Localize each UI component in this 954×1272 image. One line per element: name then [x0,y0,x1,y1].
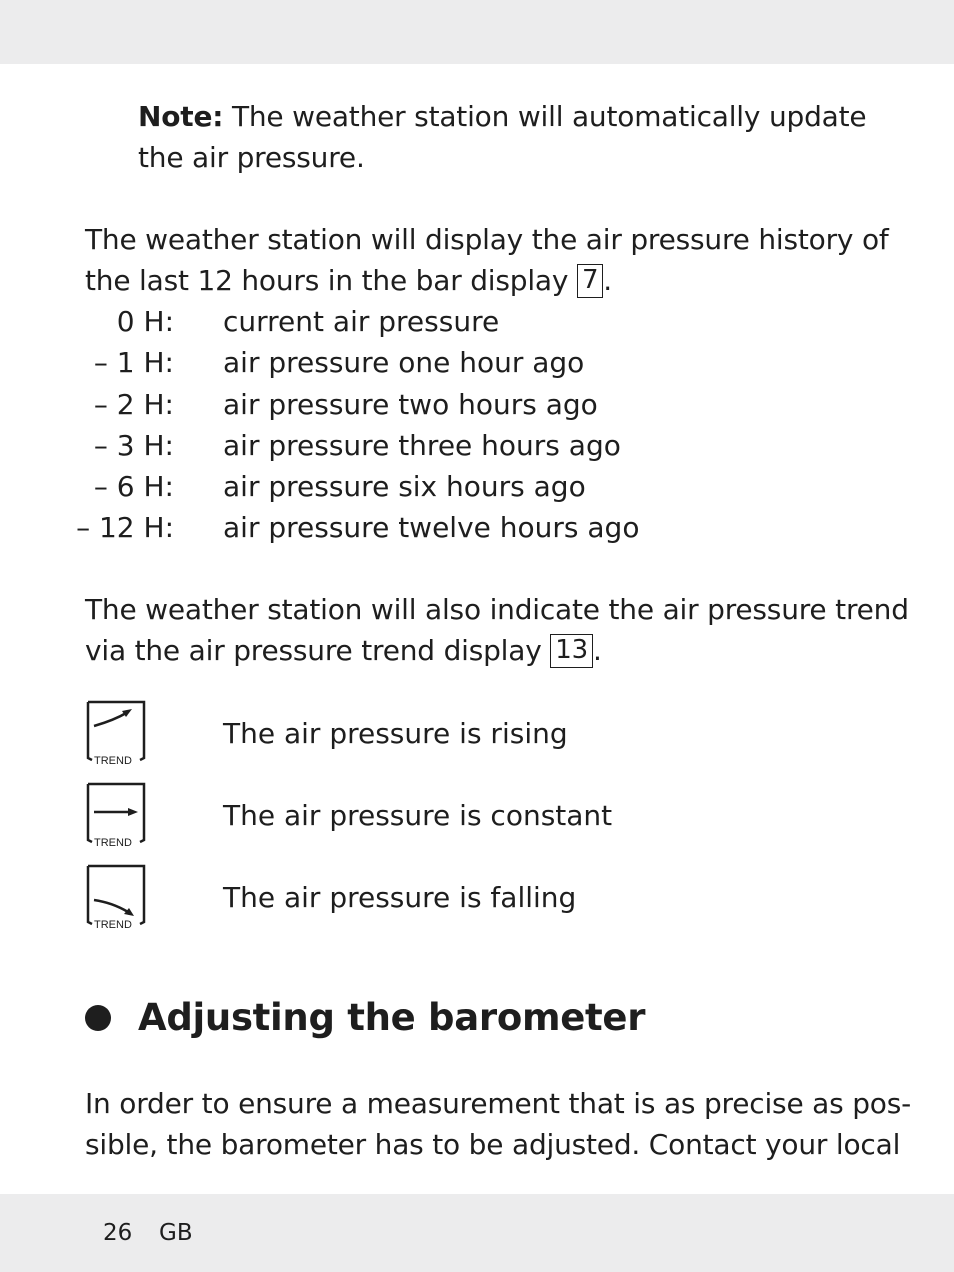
history-line-1: The weather station will display the air pressure history of [85,223,889,256]
trend-line-2-end: . [592,634,602,667]
section-line-1: In order to ensure a measurement that is as precise as pos- [85,1087,912,1120]
trend-falling-text: The air pressure is falling [223,881,577,914]
history-row-text: air pressure twelve hours ago [223,511,640,544]
trend-icon-label: TREND [94,755,132,764]
language-code: GB [159,1220,193,1246]
history-row-text: current air pressure [223,305,500,338]
section-paragraph [85,1083,911,1165]
trend-rising-text: The air pressure is rising [223,717,568,750]
history-paragraph [85,219,889,301]
history-row-label: – 6 H: [93,470,174,503]
section-line-2: sible, the barometer has to be adjusted. Contact your local [85,1128,901,1161]
note-label: Note: [138,100,224,133]
trend-display-ref: 13 [550,634,593,668]
section-heading: Adjusting the barometer [138,996,646,1039]
history-row-label: – 1 H: [93,346,174,379]
history-row-text: air pressure six hours ago [223,470,586,503]
trend-line-1: The weather station will also indicate the air pressure trend [85,593,909,626]
bottom-band [0,1194,954,1272]
trend-constant-text: The air pressure is constant [223,799,613,832]
bar-display-ref: 7 [577,264,603,298]
note-line-2: the air pressure. [138,141,365,174]
section-bullet [85,1005,111,1031]
history-row-label: – 3 H: [93,429,174,462]
trend-paragraph [85,589,909,671]
top-band [0,0,954,64]
note-paragraph [138,96,866,178]
history-row-text: air pressure one hour ago [223,346,585,379]
history-line-2: the last 12 hours in the bar display [85,264,577,297]
trend-rising-icon [84,700,148,764]
history-row-label: 0 H: [116,305,174,338]
history-row-text: air pressure three hours ago [223,429,621,462]
trend-line-2: via the air pressure trend display [85,634,551,667]
page-number: 26 [103,1220,133,1246]
note-line-1: The weather station will automatically update [223,100,867,133]
trend-icon-label: TREND [94,837,132,846]
trend-constant-icon [84,782,148,846]
trend-icon-label: TREND [94,919,132,928]
trend-falling-icon [84,864,148,928]
history-row-label: – 2 H: [93,388,174,421]
history-row-label: – 12 H: [76,511,174,544]
history-row-text: air pressure two hours ago [223,388,598,421]
history-line-2-end: . [603,264,612,297]
